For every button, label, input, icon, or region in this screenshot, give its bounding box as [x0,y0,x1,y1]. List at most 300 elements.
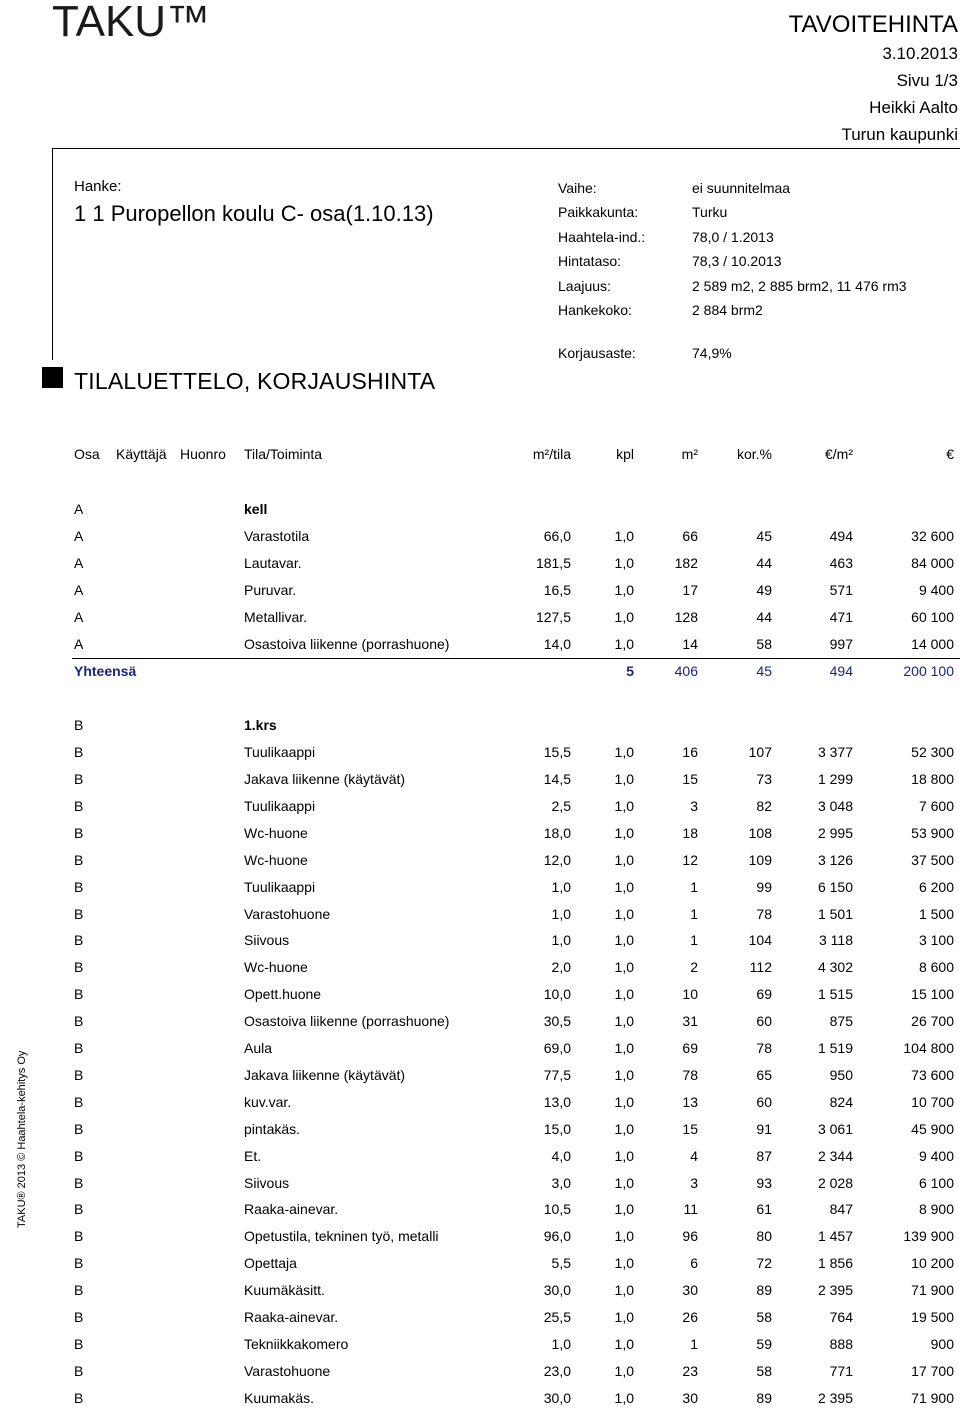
cell-tila: Tekniikkakomero [244,1335,349,1352]
table-row [0,793,960,820]
cell-osa: B [74,1147,84,1164]
cell-kor: 82 [756,797,772,814]
cell-kpl: 1,0 [614,932,634,949]
cell-m2: 4 [690,1147,698,1164]
col-tila: Tila/Toiminta [244,446,323,462]
cell-tila: pintakäs. [244,1120,301,1137]
cell-kpl: 1,0 [614,1335,634,1352]
cell-tila: Opetustila, tekninen työ, metalli [244,1228,439,1245]
cell-m2: 182 [674,554,698,571]
cell-eur-m2: 888 [829,1335,853,1352]
col-huonro: Huonro [180,446,226,462]
cell-eur-m2: 1 515 [817,986,853,1003]
table-row [0,1277,960,1304]
cell-tila: Tuulikaappi [244,797,316,814]
cell-m2: 1 [690,1335,698,1352]
cell-osa: B [74,744,84,761]
cell-kor: 69 [756,986,772,1003]
cell-tila: Kuumäkäsitt. [244,1282,325,1299]
cell-kpl: 1,0 [614,878,634,895]
cell-kpl: 1,0 [614,1174,634,1191]
cell-kor: 93 [756,1174,772,1191]
cell-tila: Lautavar. [244,554,302,571]
cell-m2-tila: 15,5 [543,744,571,761]
cell-eur: 17 700 [911,1362,954,1379]
cell-eur: 73 600 [911,1066,954,1083]
total-m2: 406 [674,663,698,680]
cell-kpl: 1,0 [614,554,634,571]
section-bullet [42,367,63,388]
cell-eur-m2: 1 856 [817,1255,853,1272]
table-row [0,631,960,658]
info-label: Haahtela-ind.: [558,228,646,245]
cell-m2-tila: 14,0 [543,635,571,652]
cell-kpl: 1,0 [614,1228,634,1245]
cell-eur-m2: 950 [829,1066,853,1083]
cell-eur-m2: 1 299 [817,771,853,787]
cell-eur-m2: 3 061 [817,1120,853,1137]
info-label: Vaihe: [558,180,597,196]
cell-eur: 37 500 [911,851,954,868]
cell-m2-tila: 18,0 [543,824,571,841]
cell-eur-m2: 2 395 [817,1282,853,1299]
cell-osa: B [74,797,84,814]
cell-osa: B [74,1120,84,1137]
cell-osa: B [74,986,84,1003]
cell-kor: 89 [756,1389,772,1406]
cell-tila: Osastoiva liikenne (porrashuone) [244,635,450,652]
cell-m2: 30 [682,1282,698,1299]
col-osa: Osa [74,446,100,462]
cell-eur: 71 900 [911,1282,954,1299]
left-border [52,148,53,360]
cell-eur: 7 600 [918,797,954,814]
cell-tila: Varastotila [244,527,310,544]
group-heading-row [0,496,960,523]
cell-eur-m2: 471 [829,608,853,625]
total-row [0,658,960,685]
cell-kor: 78 [756,905,772,922]
cell-tila: Opett.huone [244,986,322,1003]
cell-tila: Aula [244,1040,273,1056]
cell-eur: 60 100 [911,608,954,625]
cell-eur: 15 100 [911,986,954,1003]
copyright-side-text: TAKU® 2013 © Haahtela-kehitys Oy [16,1050,28,1228]
table-row [0,927,960,954]
cell-eur-m2: 2 395 [817,1389,853,1406]
cell-eur: 8 600 [918,959,954,976]
cell-kpl: 1,0 [614,851,634,868]
table-row [0,1143,960,1170]
cell-osa: B [74,1282,84,1299]
col-kayttaja: Käyttäjä [116,446,167,462]
cell-m2: 15 [682,771,698,787]
info-value: Turku [692,204,728,221]
cell-m2-tila: 30,5 [543,1013,571,1030]
cell-eur-m2: 847 [829,1201,853,1218]
cell-eur-m2: 6 150 [817,878,853,895]
cell-m2: 14 [682,635,698,652]
cell-eur: 52 300 [911,744,954,761]
cell-tila: Metallivar. [244,608,308,625]
cell-m2: 13 [682,1093,698,1110]
cell-eur: 45 900 [911,1120,954,1137]
cell-kor: 109 [748,851,772,868]
cell-kor: 78 [756,1040,772,1056]
cell-kpl: 1,0 [614,1389,634,1406]
cell-kor: 72 [756,1255,772,1272]
cell-tila: Wc-huone [244,824,308,841]
cell-kpl: 1,0 [614,905,634,922]
table-row [0,1170,960,1197]
cell-m2-tila: 30,0 [543,1282,571,1299]
cell-m2-tila: 14,5 [543,771,571,787]
group-heading-row [0,712,960,739]
cell-eur: 139 900 [903,1228,954,1245]
cell-osa: A [74,581,84,598]
cell-tila: Raaka-ainevar. [244,1309,339,1325]
cell-m2: 1 [690,905,698,922]
cell-kor: 80 [756,1228,772,1245]
info-value: 78,3 / 10.2013 [692,253,782,270]
cell-eur: 71 900 [911,1389,954,1406]
cell-m2-tila: 127,5 [535,608,571,625]
col-eur-m2: €/m² [825,446,853,462]
cell-tila: Jakava liikenne (käytävät) [244,1066,406,1083]
cell-kor: 58 [756,635,772,652]
cell-m2: 23 [682,1362,698,1379]
table-row [0,981,960,1008]
cell-eur-m2: 875 [829,1013,853,1030]
total-eur: 200 100 [903,663,954,680]
cell-kor: 58 [756,1362,772,1379]
table-row [0,954,960,981]
info-value: ei suunnitelmaa [692,180,791,196]
info-label: Hankekoko: [558,302,632,319]
cell-tila: Jakava liikenne (käytävät) [244,771,406,787]
page-number: Sivu 1/3 [896,71,958,90]
cell-kor: 65 [756,1066,772,1083]
cell-m2: 78 [682,1066,698,1083]
table-row [0,550,960,577]
cell-tila: Et. [244,1147,262,1164]
cell-osa: B [74,1201,84,1218]
info-label: Laajuus: [558,277,611,294]
cell-kor: 91 [756,1120,772,1137]
cell-m2-tila: 15,0 [543,1120,571,1137]
table-row [0,1116,960,1143]
cell-kpl: 1,0 [614,959,634,976]
cell-kor: 112 [749,959,772,976]
cell-osa: B [74,1389,84,1406]
project-info-values [692,176,907,322]
cell-osa: B [74,1335,84,1352]
cell-kpl: 1,0 [614,986,634,1003]
cell-m2-tila: 12,0 [543,851,571,868]
organization-name: Turun kaupunki [841,125,958,144]
cell-m2: 1 [690,932,698,949]
cell-m2-tila: 1,0 [551,932,571,949]
cell-eur: 26 700 [911,1013,954,1030]
cell-kor: 99 [756,878,772,895]
table-row [0,766,960,793]
info-value: 2 589 m2, 2 885 brm2, 11 476 rm3 [692,277,907,294]
cell-eur: 8 900 [918,1201,954,1218]
cell-eur-m2: 3 118 [819,932,853,949]
project-info-labels [558,176,645,322]
cell-m2-tila: 10,5 [543,1201,571,1218]
cell-tila: kuv.var. [244,1093,292,1110]
cell-tila: Tuulikaappi [244,744,316,761]
total-eur-m2: 494 [829,663,853,680]
cell-eur: 19 500 [911,1309,954,1325]
table-row [0,739,960,766]
cell-m2: 18 [682,824,698,841]
info-label: Paikkakunta: [558,204,639,221]
col-kpl: kpl [616,446,634,462]
cell-kpl: 1,0 [614,1093,634,1110]
cell-m2: 11 [683,1201,698,1218]
cell-eur: 32 600 [911,527,954,544]
cell-m2: 12 [682,851,698,868]
document-type: TAVOITEHINTA [788,11,958,38]
cell-m2: 16 [682,744,698,761]
cell-kor: 58 [756,1309,772,1325]
cell-m2-tila: 4,0 [551,1147,571,1164]
cell-osa: B [74,1228,84,1245]
cell-tila: Tuulikaappi [244,878,316,895]
cell-eur-m2: 4 302 [817,959,853,976]
cell-eur: 18 800 [911,771,954,787]
table-row [0,820,960,847]
cell-m2-tila: 1,0 [551,905,571,922]
cell-m2: 15 [682,1120,698,1137]
cell-osa: B [74,1093,84,1110]
cell-kor: 73 [756,771,772,787]
info-value: 2 884 brm2 [692,302,763,319]
cell-eur-m2: 2 344 [817,1147,853,1164]
cell-osa: B [74,878,84,895]
table-row [0,847,960,874]
cell-tila: Wc-huone [244,959,308,976]
col-m2: m² [681,446,698,462]
cell-osa: B [74,824,84,841]
total-kpl: 5 [626,663,634,680]
cell-m2-tila: 77,5 [543,1066,571,1083]
cell-m2: 3 [690,797,698,814]
cell-osa: B [74,1309,84,1325]
table-row [0,1089,960,1116]
cell-kpl: 1,0 [614,1066,634,1083]
cell-kpl: 1,0 [614,744,634,761]
table-row [0,604,960,631]
cell-m2-tila: 1,0 [551,878,571,895]
cell-eur: 84 000 [911,554,954,571]
cell-kor: 49 [756,581,772,598]
group-name: kell [244,501,268,517]
cell-kor: 104 [748,932,772,949]
cell-eur: 53 900 [911,824,954,841]
cell-tila: Osastoiva liikenne (porrashuone) [244,1013,450,1030]
cell-kor: 44 [756,608,772,625]
cell-osa: B [74,717,84,734]
cell-osa: B [74,905,84,922]
cell-m2: 69 [682,1040,698,1056]
cell-kor: 59 [756,1335,772,1352]
info-value: 78,0 / 1.2013 [692,228,774,245]
col-eur: € [946,446,954,462]
cell-kpl: 1,0 [614,581,634,598]
cell-osa: B [74,851,84,868]
table-row [0,1385,960,1412]
cell-m2-tila: 25,5 [543,1309,571,1325]
cell-m2: 128 [674,608,698,625]
cell-m2-tila: 181,5 [535,554,571,571]
cell-osa: B [74,771,84,787]
cell-m2-tila: 10,0 [543,986,571,1003]
cell-tila: Siivous [244,932,290,949]
cell-m2: 1 [690,878,698,895]
cell-eur: 1 500 [918,905,954,922]
taku-logo: TAKU™ [52,0,211,46]
cell-eur: 104 800 [903,1040,954,1056]
cell-kpl: 1,0 [614,1255,634,1272]
cell-kor: 107 [748,744,772,761]
cell-eur-m2: 2 028 [817,1174,853,1191]
document-date: 3.10.2013 [882,44,958,63]
cell-kor: 60 [756,1093,772,1110]
cell-m2-tila: 23,0 [543,1362,571,1379]
cell-eur: 900 [930,1335,954,1352]
cell-kor: 89 [756,1282,772,1299]
total-label: Yhteensä [74,663,137,680]
cell-tila: Raaka-ainevar. [244,1201,339,1218]
cell-osa: A [74,635,84,652]
table-row [0,1062,960,1089]
cell-eur-m2: 824 [829,1093,853,1110]
cell-eur-m2: 771 [829,1362,853,1379]
cell-eur-m2: 571 [829,581,853,598]
cell-m2: 26 [682,1309,698,1325]
cell-eur-m2: 3 048 [817,797,853,814]
cell-eur-m2: 997 [829,635,853,652]
cell-m2-tila: 5,5 [551,1255,571,1272]
cell-kpl: 1,0 [614,1040,634,1056]
table-row [0,523,960,550]
cell-m2-tila: 1,0 [551,1335,571,1352]
cell-osa: B [74,932,84,949]
cell-eur-m2: 3 126 [817,851,853,868]
document-header [789,10,958,148]
cell-kpl: 1,0 [614,771,634,787]
cell-kor: 108 [748,824,772,841]
cell-kpl: 1,0 [614,608,634,625]
cell-osa: B [74,1255,84,1272]
table-row [0,1358,960,1385]
cell-m2-tila: 30,0 [543,1389,571,1406]
cell-eur-m2: 1 457 [817,1228,853,1245]
section-title: TILALUETTELO, KORJAUSHINTA [74,368,436,394]
cell-m2: 2 [690,959,698,976]
cell-tila: Puruvar. [244,581,297,598]
cell-kpl: 1,0 [614,1282,634,1299]
total-kor: 45 [756,663,772,680]
cell-osa: A [74,554,84,571]
group-name: 1.krs [244,717,277,734]
table-row [0,577,960,604]
table-row [0,1304,960,1331]
cell-tila: Wc-huone [244,851,308,868]
cell-osa: B [74,1040,84,1056]
cell-eur: 10 700 [911,1093,954,1110]
cell-m2-tila: 16,5 [543,581,571,598]
korjausaste-value: 74,9% [692,345,732,361]
author-name: Heikki Aalto [869,98,958,117]
cell-m2: 96 [682,1228,698,1245]
cell-kor: 61 [756,1201,772,1218]
cell-eur-m2: 2 995 [817,824,853,841]
cell-tila: Siivous [244,1174,290,1191]
korjausaste-label: Korjausaste: [558,345,636,361]
cell-m2-tila: 3,0 [551,1174,571,1191]
cell-m2: 10 [682,986,698,1003]
cell-m2: 31 [682,1013,698,1030]
cell-eur: 6 200 [918,878,954,895]
cell-eur: 6 100 [918,1174,954,1191]
cell-eur: 10 200 [911,1255,954,1272]
cell-kpl: 1,0 [614,1362,634,1379]
cell-eur-m2: 1 501 [817,905,853,922]
table-row [0,1250,960,1277]
cell-osa: B [74,959,84,976]
col-kor: kor.% [736,446,772,462]
cell-tila: Opettaja [244,1255,297,1272]
table-row [0,901,960,928]
cell-osa: A [74,527,84,544]
cell-osa: A [74,501,84,517]
cell-m2: 17 [682,581,698,598]
cell-tila: Kuumakäs. [244,1389,315,1406]
cell-m2: 30 [682,1389,698,1406]
cell-kor: 45 [756,527,772,544]
cell-osa: B [74,1174,84,1191]
table-row [0,1196,960,1223]
cell-kor: 60 [756,1013,772,1030]
header-divider [52,148,960,149]
table-row [0,1035,960,1062]
cell-kpl: 1,0 [614,1201,634,1218]
cell-osa: B [74,1066,84,1083]
cell-osa: B [74,1013,84,1030]
cell-kpl: 1,0 [614,1013,634,1030]
cell-kpl: 1,0 [614,824,634,841]
cell-tila: Varastohuone [244,905,331,922]
cell-eur: 9 400 [918,1147,954,1164]
table-row [0,1331,960,1358]
cell-eur-m2: 1 519 [817,1040,853,1056]
cell-kpl: 1,0 [614,635,634,652]
cell-kpl: 1,0 [614,797,634,814]
table-row [0,1223,960,1250]
cell-m2: 6 [690,1255,698,1272]
hanke-value: 1 1 Puropellon koulu C- osa(1.10.13) [74,201,434,226]
table-row [0,874,960,901]
table-row [0,1008,960,1035]
cell-osa: B [74,1362,84,1379]
cell-eur: 9 400 [918,581,954,598]
cell-m2-tila: 2,5 [551,797,571,814]
info-label: Hintataso: [558,253,622,270]
